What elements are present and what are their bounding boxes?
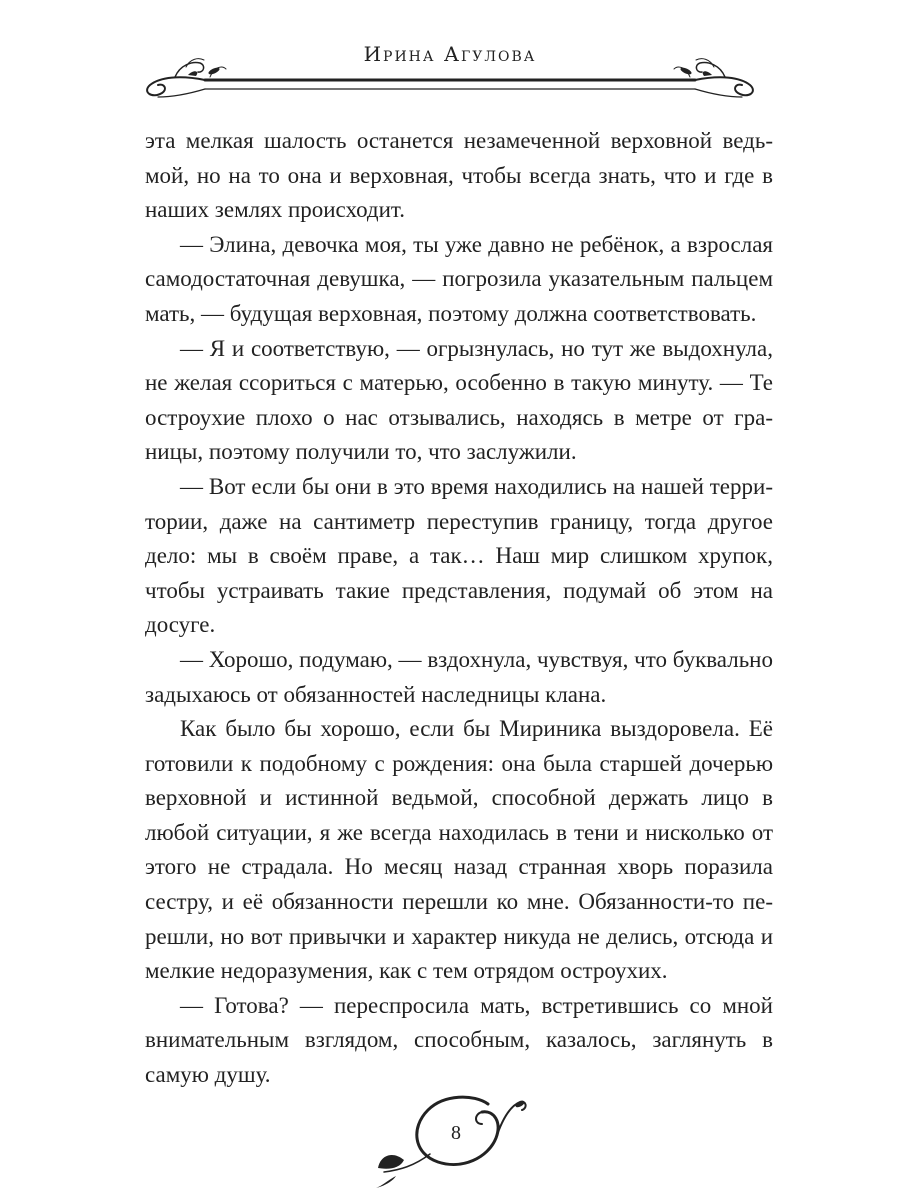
text-body xyxy=(145,124,773,1093)
author-name: Ирина Агулова xyxy=(363,42,537,66)
paragraph: — Готова? — переспросила мать, встретившись со мной внимательным взглядом, способным, казалось, заглянуть в самую душу. xyxy=(145,992,773,1088)
paragraph: — Я и соответствую, — огрызнулась, но тут же выдохнула, не желая ссориться с матерью, особенно в такую минуту. — Те остроухие плохо о нас отзывались, находясь в метре от границы, поэтому получили то, что заслужили. xyxy=(145,335,773,465)
paragraph: — Элина, девочка моя, ты уже давно не ребёнок, а взрослая самодостаточная девушка, — погрозила указательным пальцем мать, — будущая верховная, поэтому должна соответствовать. xyxy=(145,231,773,326)
paragraph: — Вот если бы они в это время находились на нашей территории, даже на сантиметр переступив границу, тогда другое дело: мы в своём праве, а так… Наш мир слишком хрупок, чтобы устраивать такие представления, подумай об этом на досуге. xyxy=(145,473,773,638)
running-head xyxy=(0,0,900,110)
paragraph: эта мелкая шалость останется незамеченной верховной ведьмой, но на то она и верховная, чтобы всегда знать, что и где в наших землях происходит. xyxy=(145,128,773,223)
header-ornament xyxy=(0,55,900,105)
paragraph: Как было бы хорошо, если бы Мириника выздоровела. Её готовили к подобному с рождения: она была старшей дочерью верховной и истинной ведьмой, способной держать лицо в любой ситуации, я же всегда находилась в тени и нисколько от этого не страдала. Но месяц назад странная хворь поразила сестру, и её обязанности перешли ко мне. Обязанности-то перешли, но вот привычки и характер никуда не делись, отсюда и мелкие недоразумения, как с тем отрядом остроухих. xyxy=(145,716,773,984)
paragraph: — Хорошо, подумаю, — вздохнула, чувствуя, что буквально задыхаюсь от обязанностей наследницы клана. xyxy=(145,646,773,707)
page-number: 8 xyxy=(451,1122,461,1144)
page-footer xyxy=(0,1090,900,1190)
